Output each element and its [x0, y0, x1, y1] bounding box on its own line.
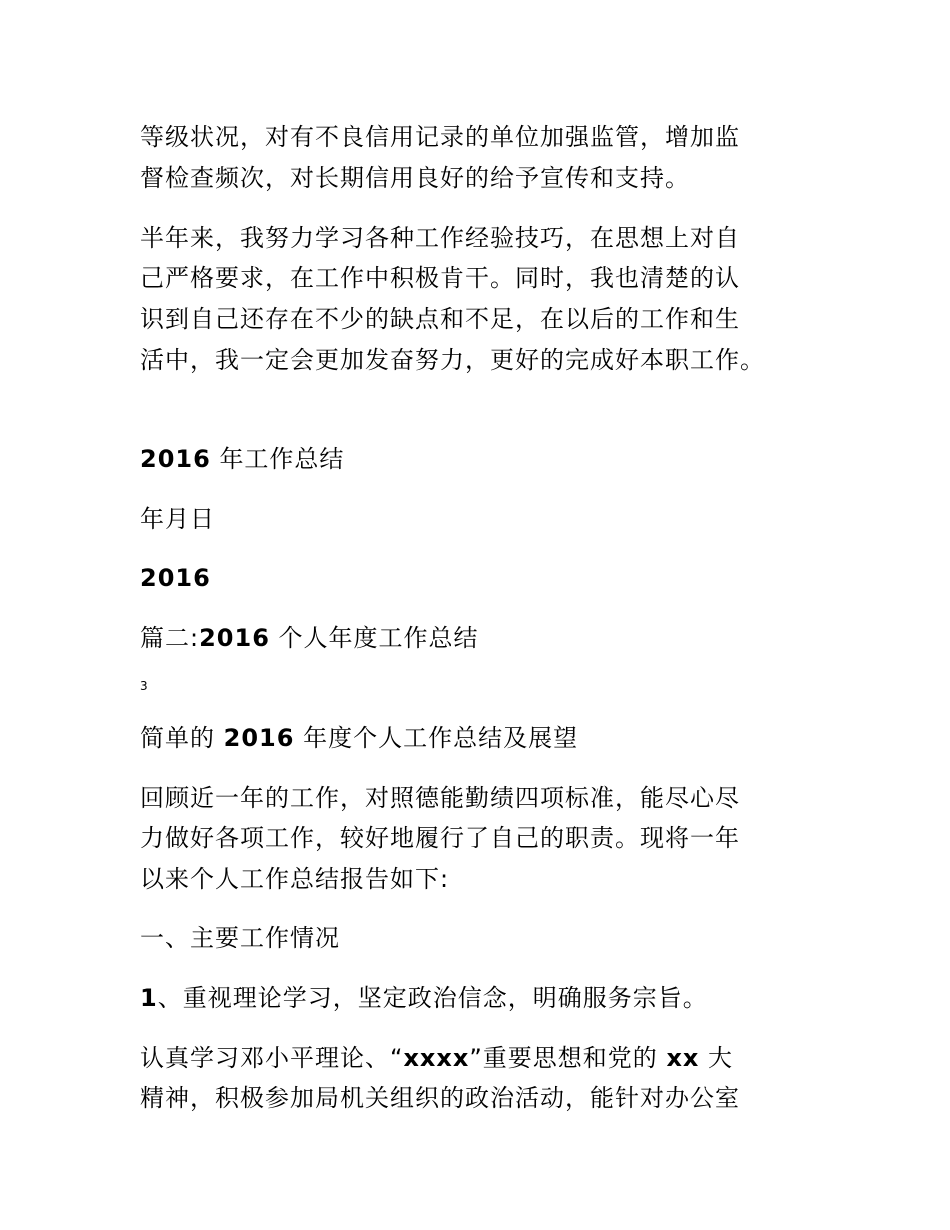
paragraph-line: 力做好各项工作，较好地履行了自己的职责。现将一年 — [140, 824, 740, 852]
article-year: 2016 — [199, 624, 270, 652]
paragraph-line: 以来个人工作总结报告如下: — [140, 865, 450, 893]
item-number: 1 — [140, 984, 158, 1012]
article-prefix: 篇二: — [140, 624, 200, 652]
article-title-text: 个人年度工作总结 — [278, 624, 479, 652]
text-part: 认真学习邓小平理论、“ — [140, 1044, 404, 1072]
subtitle — [140, 718, 578, 758]
paragraph-line: 半年来，我努力学习各种工作经验技巧，在思想上对自 — [140, 224, 740, 252]
paragraph-line: 回顾近一年的工作，对照德能勤绩四项标准，能尽心尽 — [140, 784, 740, 812]
heading-text: 年工作总结 — [219, 445, 345, 473]
subtitle-text: 年度个人工作总结及展望 — [303, 724, 579, 752]
year-line: 2016 — [140, 564, 211, 592]
paragraph-line: 督检查频次，对长期信用良好的给予宣传和支持。 — [140, 164, 690, 192]
date-line: 年月日 — [140, 505, 215, 533]
subtitle-year: 2016 — [223, 724, 295, 752]
item-text: 、重视理论学习，坚定政治信念，明确服务宗旨。 — [157, 984, 708, 1012]
section-heading: 一、主要工作情况 — [140, 924, 340, 952]
paragraph-line: 等级状况，对有不良信用记录的单位加强监管，增加监 — [140, 123, 740, 151]
text-part: 大 — [708, 1044, 734, 1072]
paragraph-line: 活中，我一定会更加发奋努力，更好的完成好本职工作。 — [140, 346, 765, 374]
article-title — [140, 618, 479, 658]
paragraph-line: 识到自己还存在不少的缺点和不足，在以后的工作和生 — [140, 305, 740, 333]
paragraph-line: 己严格要求，在工作中积极肯干。同时，我也清楚的认 — [140, 264, 740, 292]
text-part-bold: xx — [666, 1044, 700, 1072]
paragraph-line — [140, 1038, 733, 1078]
numbered-item — [140, 978, 708, 1018]
text-part-bold: xxxx — [403, 1044, 470, 1072]
text-part: ”重要思想和党的 — [469, 1044, 658, 1072]
paragraph-line: 精神，积极参加局机关组织的政治活动，能针对办公室 — [140, 1084, 740, 1112]
subtitle-prefix: 简单的 — [140, 724, 215, 752]
heading-year: 2016 — [140, 445, 211, 473]
page-number: 3 — [140, 679, 148, 693]
section-heading — [140, 439, 344, 479]
